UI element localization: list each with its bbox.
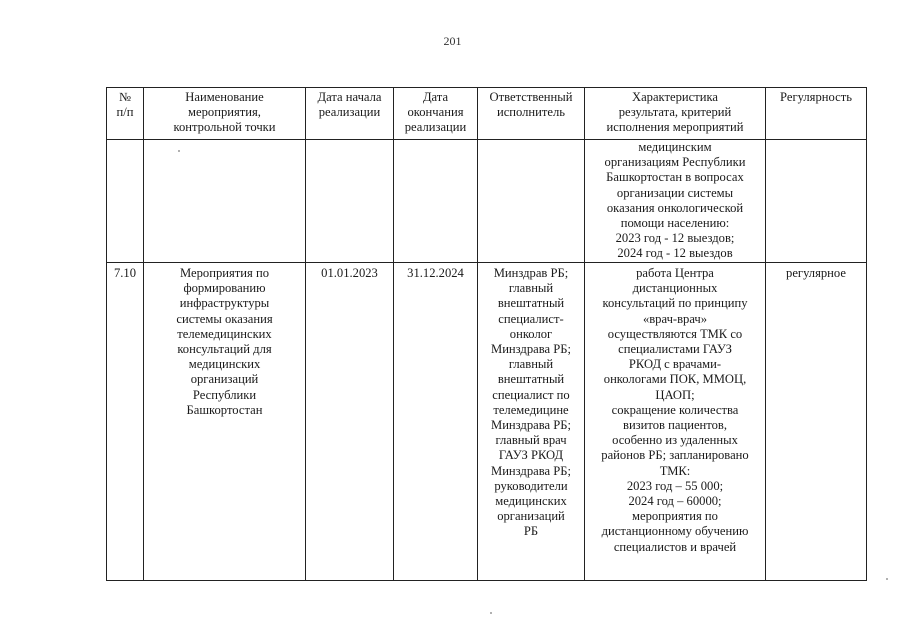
header-result: Характеристика результата, критерий исполнения мероприятий bbox=[585, 88, 766, 140]
table-row bbox=[107, 140, 867, 263]
header-end-date: Дата окончания реализации bbox=[394, 88, 478, 140]
header-start-date: Дата начала реализации bbox=[306, 88, 394, 140]
table-row bbox=[107, 263, 867, 581]
header-number: № п/п bbox=[107, 88, 144, 140]
cell-responsible bbox=[478, 140, 585, 263]
scan-speck bbox=[490, 612, 492, 614]
cell-result: работа Центра дистанционных консультаций по принципу «врач-врач» осуществляются ТМК со специалистами ГАУЗ РКОД с врачами- онкологами ПОК, ММОЦ, ЦАОП; сокращение количества визитов пациентов, особенно из удаленных районов РБ; запланировано ТМК: 2023 год – 55 000; 2024 год – 60000; мероприятия по дистанционному обучению специалистов и врачей bbox=[585, 263, 766, 581]
scan-speck bbox=[886, 578, 888, 580]
cell-name: Мероприятия по формированию инфраструктуры системы оказания телемедицинских консультаций для медицинских организаций Республики Башкортостан bbox=[144, 263, 306, 581]
cell-regularity bbox=[766, 140, 867, 263]
cell-end-date bbox=[394, 140, 478, 263]
header-name: Наименование мероприятия, контрольной точки bbox=[144, 88, 306, 140]
cell-number: 7.10 bbox=[107, 263, 144, 581]
cell-start-date bbox=[306, 140, 394, 263]
cell-result: медицинским организациям Республики Башкортостан в вопросах организации системы оказания онкологической помощи населению: 2023 год - 12 выездов; 2024 год - 12 выездов bbox=[585, 140, 766, 263]
scan-speck bbox=[178, 150, 180, 152]
activities-table bbox=[106, 87, 867, 581]
cell-end-date: 31.12.2024 bbox=[394, 263, 478, 581]
header-regularity: Регулярность bbox=[766, 88, 867, 140]
cell-regularity: регулярное bbox=[766, 263, 867, 581]
cell-responsible: Минздрав РБ; главный внештатный специалист- онколог Минздрава РБ; главный внештатный специалист по телемедицине Минздрава РБ; главный врач ГАУЗ РКОД Минздрава РБ; руководители медицинских организаций РБ bbox=[478, 263, 585, 581]
cell-start-date: 01.01.2023 bbox=[306, 263, 394, 581]
header-responsible: Ответственный исполнитель bbox=[478, 88, 585, 140]
cell-number bbox=[107, 140, 144, 263]
cell-name bbox=[144, 140, 306, 263]
page-number: 201 bbox=[443, 34, 462, 48]
table-header-row bbox=[107, 88, 867, 140]
